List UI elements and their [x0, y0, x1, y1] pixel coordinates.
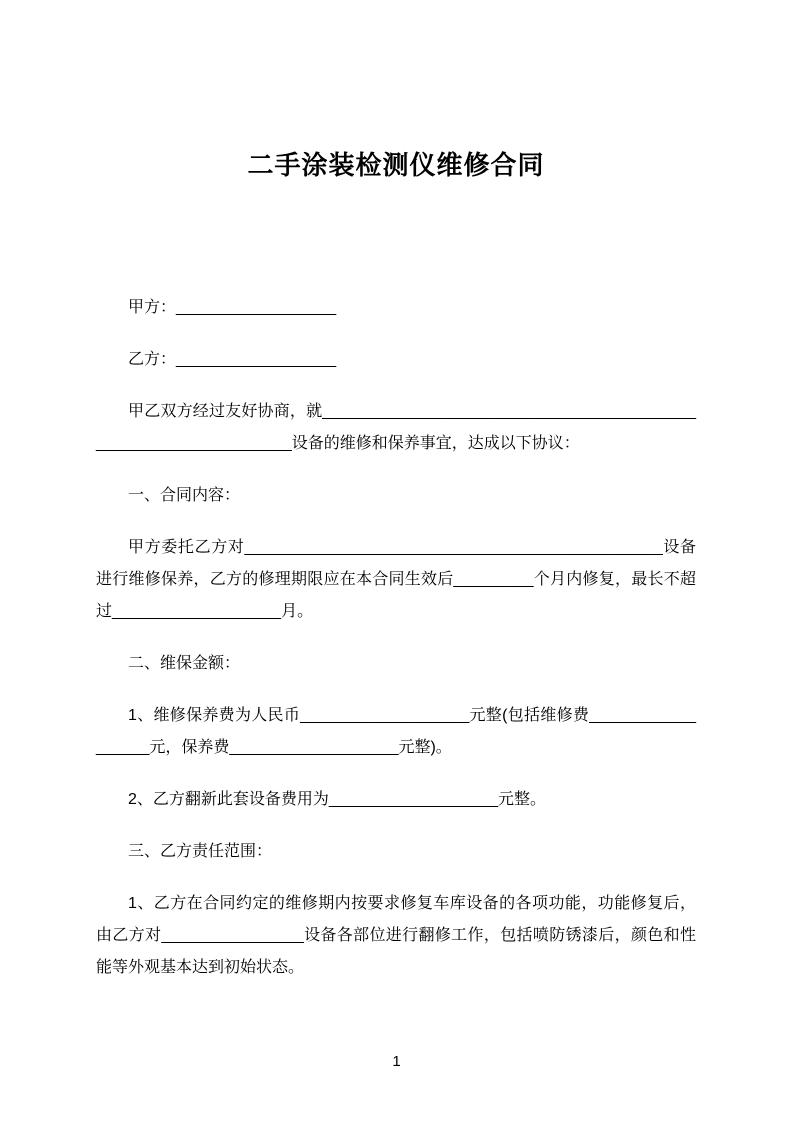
document-title: 二手涂装检测仪维修合同 — [247, 150, 545, 180]
paragraph-party-b: 乙方：__________________ — [128, 351, 337, 368]
heading-section-3: 三、乙方责任范围： — [128, 843, 273, 860]
paragraph-maintenance-fee: 1、维修保养费为人民币___________________元整(包括维修费__________________元，保养费___________________元整)。 — [96, 707, 696, 756]
paragraph-section-1-content: 甲方委托乙方对_______________________________________________设备进行维修保养，乙方的修理期限应在本合同生效后_________个月内修复，最长不超过___________________月。 — [96, 539, 696, 620]
paragraph-renovation-fee: 2、乙方翻新此套设备费用为___________________元整。 — [128, 791, 546, 808]
heading-section-1: 一、合同内容： — [128, 487, 241, 504]
paragraph-party-b-responsibility: 1、乙方在合同约定的维修期内按要求修复车库设备的各项功能，功能修复后，由乙方对________________设备各部位进行翻修工作，包括喷防锈漆后，颜色和性能等外观基本达到初始状态。 — [96, 895, 696, 976]
heading-section-2: 二、维保金额： — [128, 655, 241, 672]
paragraph-preamble: 甲乙双方经过友好协商，就________________________________________________________________设备的维修和保养事宜，达成以下协议： — [96, 403, 696, 452]
page-number: 1 — [392, 1053, 401, 1070]
paragraph-party-a: 甲方：__________________ — [128, 299, 337, 316]
